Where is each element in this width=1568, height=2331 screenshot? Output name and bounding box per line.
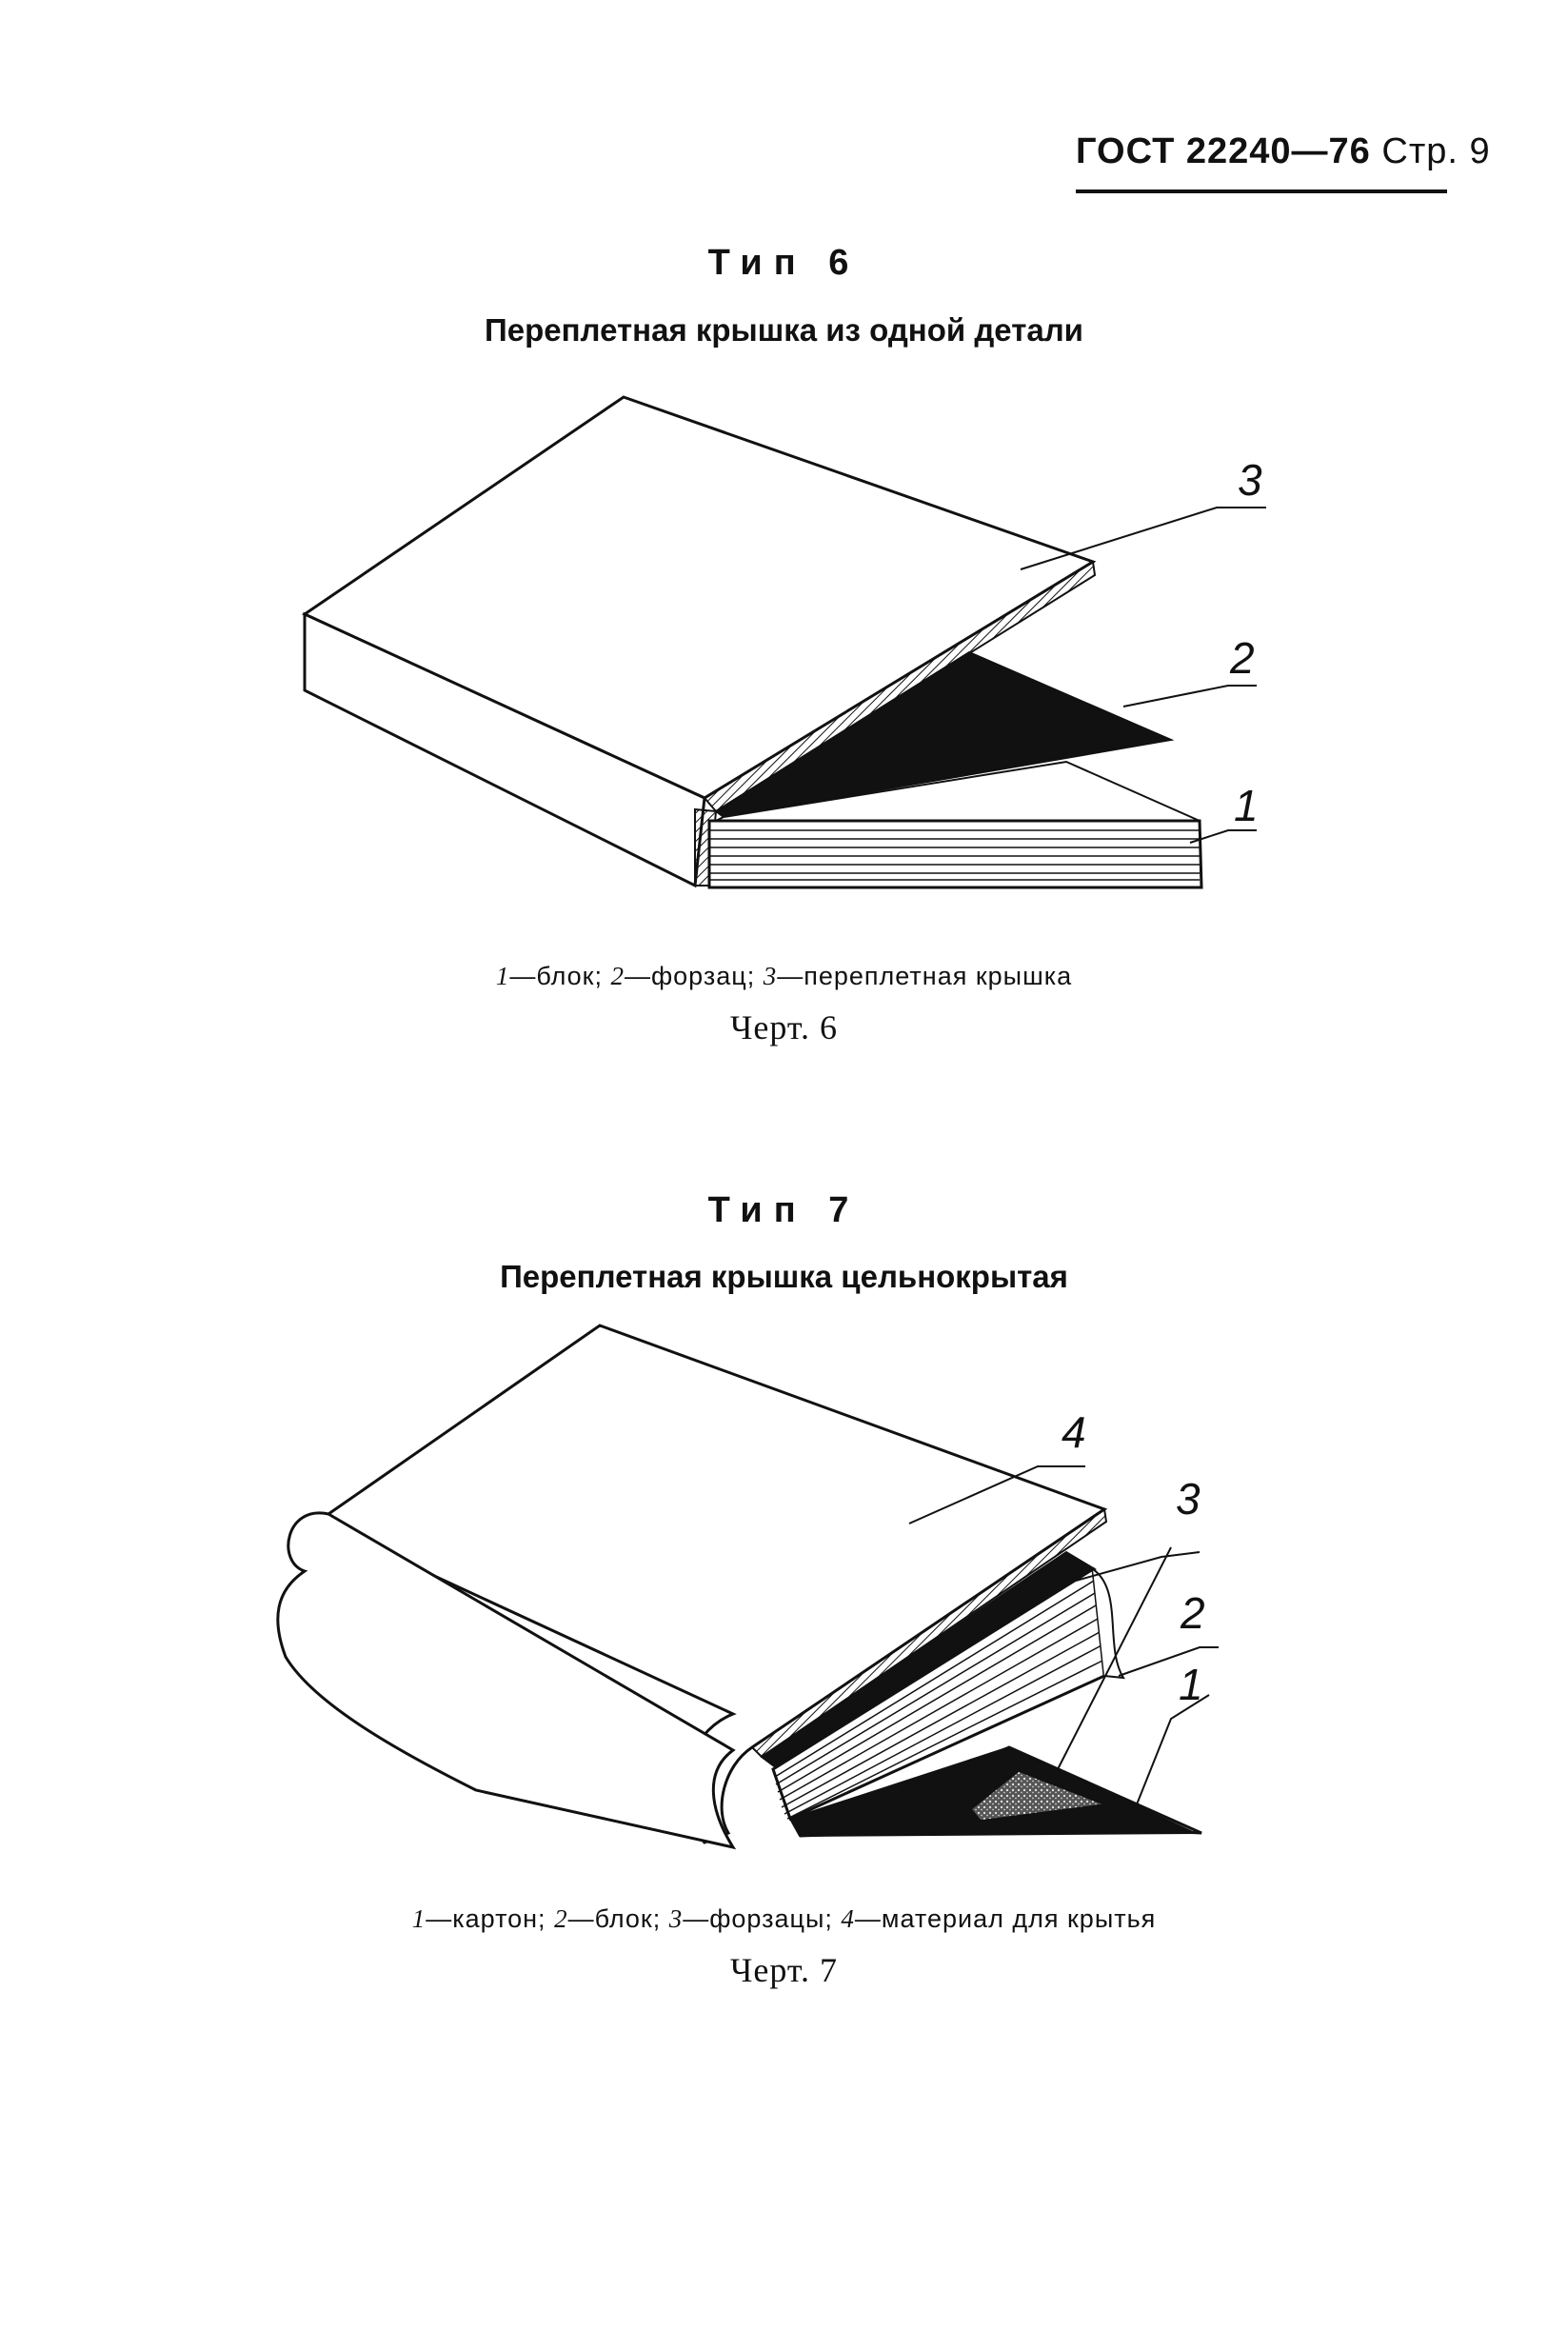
legend-num: 1 [411, 1904, 427, 1933]
legend-text: —форзацы; [683, 1904, 842, 1933]
type6-legend [0, 962, 1568, 991]
header-rule [1076, 189, 1447, 193]
figure-type6-drawing [0, 381, 1568, 914]
legend-text: —картон; [426, 1904, 555, 1933]
legend-text: —материал для крытья [854, 1904, 1157, 1933]
type7-subtitle: Переплетная крышка цельнокрытая [500, 1259, 1068, 1294]
header-text [1076, 131, 1491, 172]
legend-text: —переплетная крышка [777, 962, 1073, 990]
type7-label-1: 1 [1179, 1660, 1203, 1709]
type7-label-2: 2 [1181, 1588, 1205, 1638]
type7-legend [0, 1904, 1568, 1934]
page-header [1076, 131, 1491, 193]
legend-num: 2 [610, 962, 625, 990]
type7-title: Тип 7 [707, 1190, 861, 1230]
page-number: Стр. 9 [1381, 131, 1491, 171]
legend-text: —форзац; [624, 962, 764, 990]
legend-num: 3 [668, 1904, 684, 1933]
standard-number: ГОСТ 22240—76 [1076, 131, 1371, 171]
type6-title: Тип 6 [707, 243, 861, 283]
type6-subtitle: Переплетная крышка из одной детали [485, 312, 1083, 348]
legend-num: 1 [495, 962, 510, 990]
type7-chert: Черт. 7 [730, 1951, 838, 1989]
legend-num: 4 [841, 1904, 855, 1933]
type7-label-4: 4 [1062, 1407, 1086, 1457]
type6-chert: Черт. 6 [730, 1008, 838, 1046]
type7-label-3: 3 [1176, 1474, 1201, 1524]
type6-label-2: 2 [1230, 633, 1255, 683]
legend-num: 2 [554, 1904, 568, 1933]
legend-text: —блок; [567, 1904, 669, 1933]
legend-text: —блок; [509, 962, 611, 990]
figure-type7-drawing [0, 1314, 1568, 1885]
type6-label-1: 1 [1234, 781, 1259, 830]
type6-label-3: 3 [1238, 455, 1262, 505]
legend-num: 3 [763, 962, 778, 990]
